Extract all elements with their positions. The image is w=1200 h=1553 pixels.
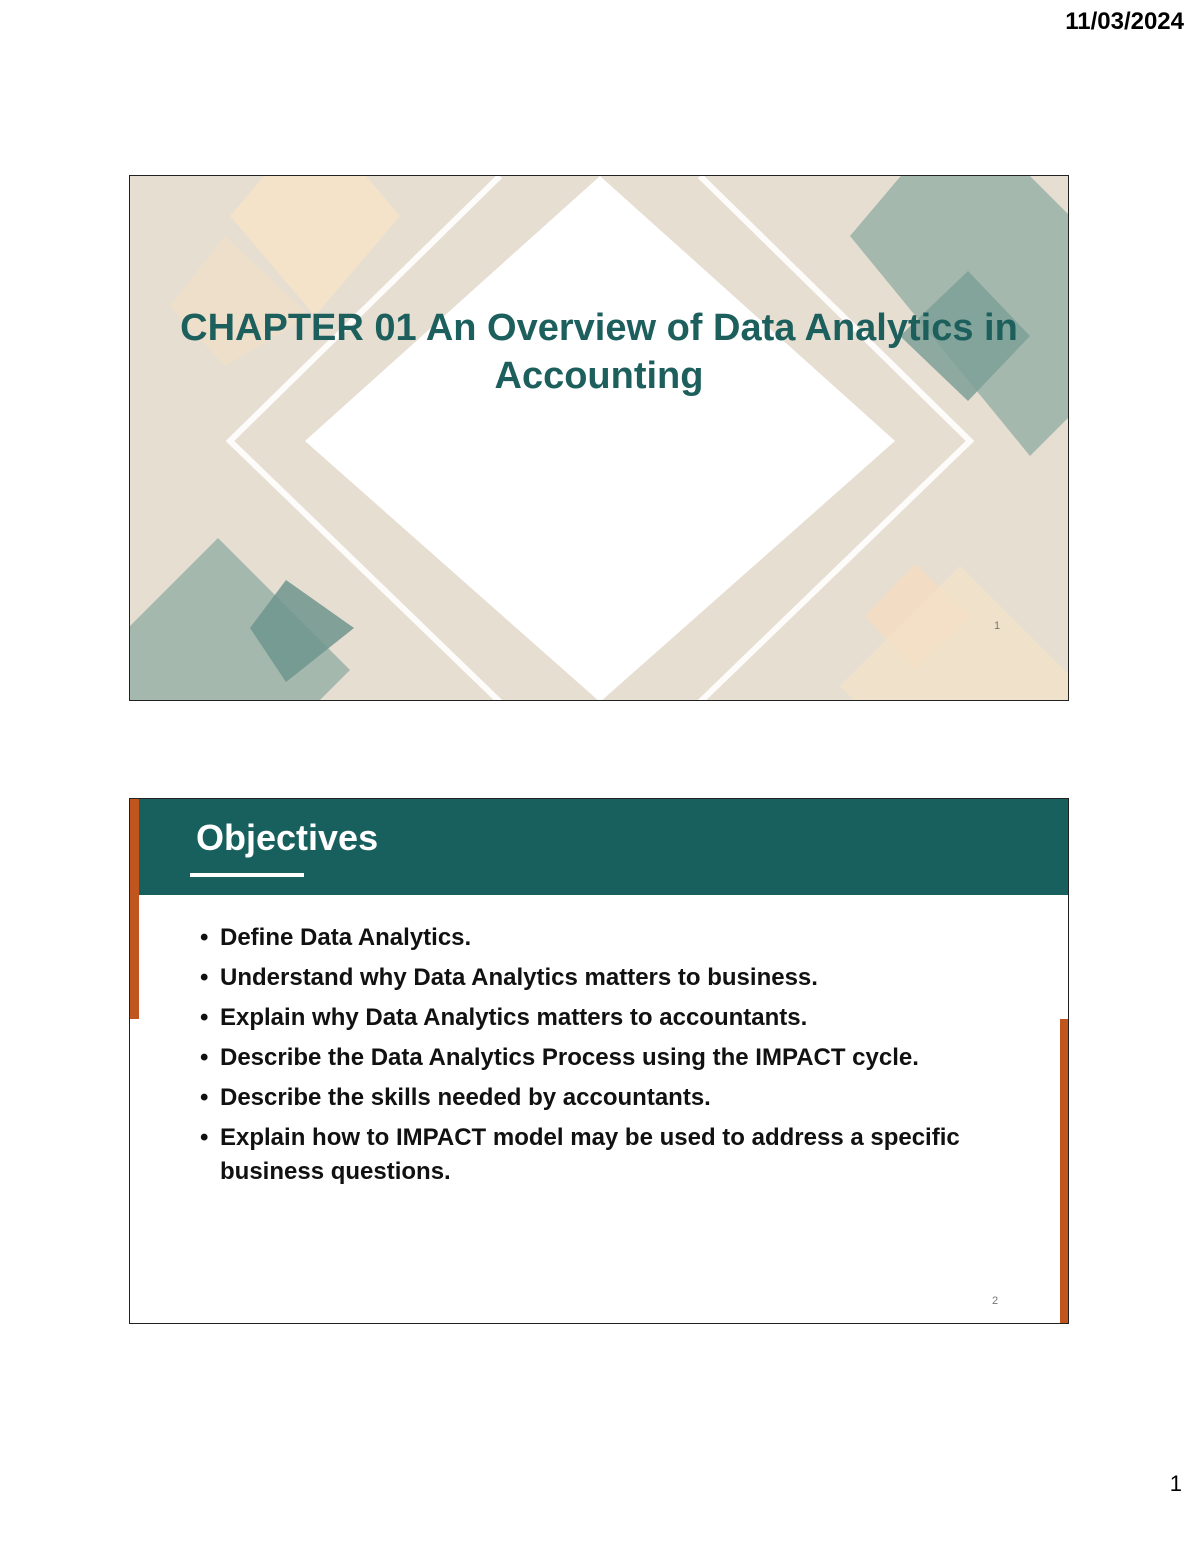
slide-1-background	[130, 176, 1069, 701]
list-item: • Describe the Data Analytics Process using the IMPACT cycle.	[200, 1041, 1030, 1075]
page-number: 1	[1169, 1471, 1182, 1496]
slide-2-title: Objectives	[196, 817, 379, 858]
slide-1	[129, 175, 1069, 701]
list-item: • Describe the skills needed by accountants.	[200, 1081, 1030, 1115]
list-item: • Define Data Analytics.	[200, 921, 1030, 955]
slide-2-title-underline	[190, 873, 304, 877]
list-item: • Explain why Data Analytics matters to accountants.	[200, 1001, 1030, 1035]
objectives-list	[200, 921, 1030, 1195]
slide-1-number: 1	[994, 620, 1001, 632]
list-item: • Understand why Data Analytics matters to business.	[200, 961, 1030, 995]
slide-1-title: CHAPTER 01 An Overview of Data Analytics in Accounting	[180, 307, 1018, 397]
page-date: 11/03/2024	[1065, 8, 1184, 35]
slide-2-right-accent	[1060, 1019, 1068, 1324]
slide-2-left-accent	[130, 799, 139, 1019]
slide-2	[129, 798, 1069, 1324]
list-item: • Explain how to IMPACT model may be used to address a specific business questions.	[200, 1121, 1030, 1189]
slide-2-number: 2	[992, 1295, 999, 1307]
